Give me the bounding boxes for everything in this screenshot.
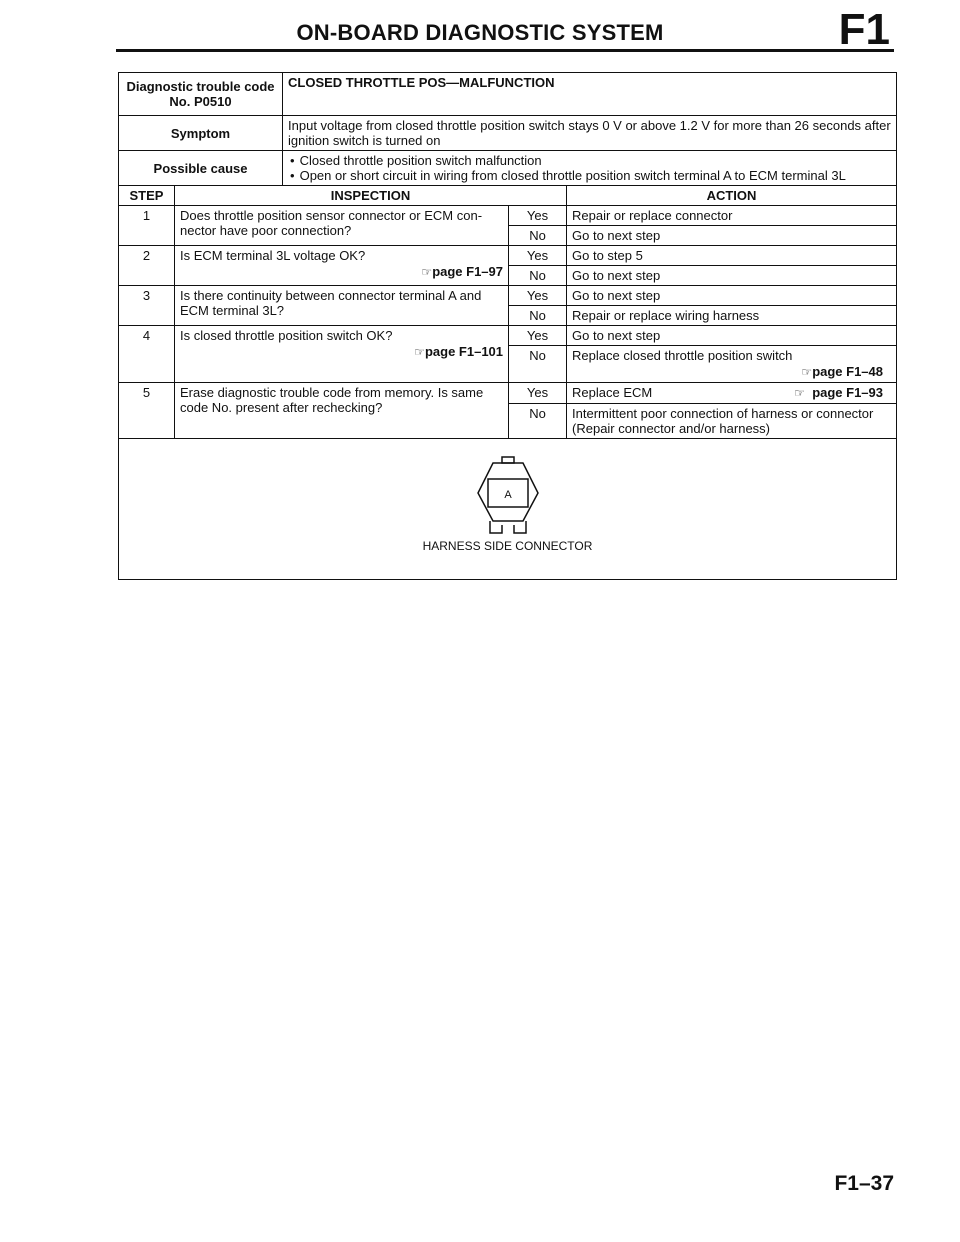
pointing-hand-icon: ☞ [414,345,425,359]
figure-row [119,439,897,580]
no-label: No [509,226,567,246]
page-reference-text: page F1–48 [812,364,884,379]
yes-label: Yes [509,286,567,306]
yes-label: Yes [509,206,567,226]
step-row [119,286,897,306]
step-row [119,246,897,266]
terminal-label: A [503,489,512,501]
step-inspection-cell [175,246,509,286]
yes-label: Yes [509,326,567,346]
step-inspection: Is there continuity between connector terminal A and ECM terminal 3L? [175,286,509,326]
cause-list [288,153,891,183]
pointing-hand-icon: ☞ [794,386,805,400]
step-row [119,383,897,404]
no-label: No [509,306,567,326]
page-reference [180,264,503,280]
no-action: Repair or replace wiring harness [567,306,897,326]
pointing-hand-icon: ☞ [421,265,433,279]
header-rule [116,49,894,52]
step-inspection: Is ECM terminal 3L voltage OK? [180,248,366,263]
yes-action: Go to step 5 [567,246,897,266]
yes-action: Replace ECM [572,385,653,400]
page-reference [180,344,503,360]
yes-label: Yes [509,246,567,266]
cause-item: • Closed throttle position switch malfunction [288,153,891,168]
connector-icon [468,455,548,535]
no-action: Intermittent poor connection of harness or connector (Repair connector and/or harness) [567,404,897,439]
page-reference-text: page F1–97 [432,264,504,279]
action-header: ACTION [567,186,897,206]
step-number: 4 [119,326,175,383]
symptom-text: Input voltage from closed throttle position switch stays 0 V or above 1.2 V for more than 26 seconds after ignition switch is turned on [283,116,897,151]
symptom-row [119,116,897,151]
page-title: ON-BOARD DIAGNOSTIC SYSTEM [296,20,664,45]
yes-action: Go to next step [567,286,897,306]
step-row [119,326,897,346]
no-label: No [509,404,567,439]
connector-figure [119,439,897,580]
step-number: 1 [119,206,175,246]
step-inspection: Is closed throttle position switch OK? [180,328,393,343]
symptom-label: Symptom [119,116,283,151]
step-number: 5 [119,383,175,439]
step-inspection: Erase diagnostic trouble code from memory. Is same code No. present after rechecking? [175,383,509,439]
pointing-hand-icon: ☞ [801,365,813,379]
no-action: Go to next step [567,226,897,246]
page-reference-text: page F1–93 [812,385,884,400]
step-number: 3 [119,286,175,326]
no-label: No [509,266,567,286]
yes-action: Repair or replace connector [567,206,897,226]
no-label: No [509,346,567,383]
step-row [119,206,897,226]
no-action: Go to next step [567,266,897,286]
step-header: STEP [119,186,175,206]
page-number: F1–37 [834,1172,894,1195]
figure-caption: HARNESS SIDE CONNECTOR [422,539,593,553]
cause-item: • Open or short circuit in wiring from closed throttle position switch terminal A to ECM terminal 3L [288,168,891,183]
page-reference [794,385,883,401]
steps-header-row [119,186,897,206]
page-reference [572,364,883,380]
section-id: F1 [838,5,890,54]
code-label: Diagnostic trouble code No. P0510 [119,73,283,116]
yes-action-cell [567,383,897,404]
code-row [119,73,897,116]
step-number: 2 [119,246,175,286]
step-inspection-cell [175,326,509,383]
yes-action: Go to next step [567,326,897,346]
cause-row [119,151,897,186]
step-inspection: Does throttle position sensor connector or ECM con- nector have poor connection? [175,206,509,246]
page-reference-text: page F1–101 [424,344,504,359]
diagnostic-table [118,72,897,580]
cause-list-cell [283,151,897,186]
no-action-cell [567,346,897,383]
no-action: Replace closed throttle position switch [572,348,793,363]
code-title: CLOSED THROTTLE POS—MALFUNCTION [283,73,897,116]
cause-label: Possible cause [119,151,283,186]
inspection-header: INSPECTION [175,186,567,206]
yes-label: Yes [509,383,567,404]
